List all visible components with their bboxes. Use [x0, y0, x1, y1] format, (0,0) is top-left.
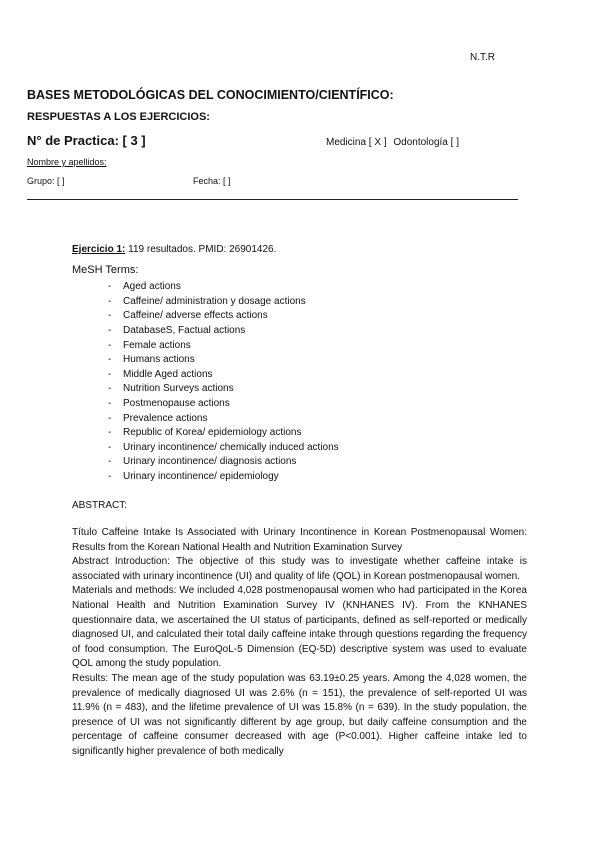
abstract-paragraph: Título Caffeine Intake Is Associated with Urinary Incontinence in Korean Postmenopausal Women: Results from the Korean National Health and Nutrition Examination Survey — [72, 527, 527, 553]
exercise-label: Ejercicio 1: — [72, 244, 126, 255]
list-item: - Urinary incontinence/ diagnosis actions — [72, 455, 527, 470]
odontologia-option: Odontología [ ] — [393, 137, 459, 148]
list-item: - Female actions — [72, 339, 527, 354]
list-item: - Aged actions — [72, 280, 527, 295]
header-divider — [27, 199, 518, 200]
list-item: - Urinary incontinence/ chemically induced actions — [72, 441, 527, 456]
date-field: Fecha: [ ] — [193, 176, 231, 186]
name-field-label: Nombre y apellidos: — [27, 157, 107, 167]
list-item: - Caffeine/ administration y dosage actions — [72, 295, 527, 310]
list-item: - Humans actions — [72, 353, 527, 368]
list-item: - Urinary incontinence/ epidemiology — [72, 470, 527, 485]
mesh-title: MeSH Terms: — [72, 263, 139, 276]
exercise-line — [72, 243, 527, 258]
mesh-terms-list — [72, 280, 527, 484]
list-item: - Caffeine/ adverse effects actions — [72, 309, 527, 324]
abstract-paragraph: Materials and methods: We included 4,028 postmenopausal women who had participated in the Korea National Health and Nutrition Examination Survey IV (KNHANES IV). From the KNHANES questionnaire data, we ascertained the UI status of participants, defined as self-reported or medically diagnosed UI, and calculated their total daily caffeine intake through questions regarding the frequency of food consumption. The EuroQoL-5 Dimension (EQ-5D) descriptive system was used to evaluate QOL among the study population. — [72, 585, 527, 670]
abstract-paragraph: Abstract Introduction: The objective of this study was to investigate whether caffeine intake is associated with urinary incontinence (UI) and quality of life (QOL) in Korean postmenopausal women. — [72, 556, 527, 582]
list-item: - Nutrition Surveys actions — [72, 382, 527, 397]
practice-number: N° de Practica: [ 3 ] — [27, 133, 146, 148]
list-item: - Republic of Korea/ epidemiology actions — [72, 426, 527, 441]
page-title: BASES METODOLÓGICAS DEL CONOCIMIENTO/CIENTÍFICO: — [27, 88, 394, 102]
group-field: Grupo: [ ] — [27, 176, 65, 186]
page-subtitle: RESPUESTAS A LOS EJERCICIOS: — [27, 111, 210, 123]
list-item: - Prevalence actions — [72, 412, 527, 427]
list-item: - Postmenopause actions — [72, 397, 527, 412]
ntr-label: N.T.R — [470, 52, 495, 63]
exercise-text: 119 resultados. PMID: 26901426. — [125, 244, 277, 255]
career-selection — [326, 137, 463, 148]
list-item: - Middle Aged actions — [72, 368, 527, 383]
abstract-body — [72, 526, 527, 760]
medicina-option: Medicina [ X ] — [326, 137, 387, 148]
abstract-paragraph: Results: The mean age of the study population was 63.19±0.25 years. Among the 4,028 women, the prevalence of medically diagnosed UI was 2.6% (n = 151), the prevalence of self-reported UI was 11.9% (n = 483), and the lifetime prevalence of UI was 15.8% (n = 639). In the study population, the presence of UI was not significantly different by age group, but daily caffeine consumption and the percentage of caffeine consumer decreased with age (P<0.001). Higher caffeine intake led to significantly higher prevalence of both medically — [72, 673, 527, 757]
list-item: - DatabaseS, Factual actions — [72, 324, 527, 339]
abstract-label: ABSTRACT: — [72, 499, 128, 511]
main-content — [72, 243, 527, 760]
